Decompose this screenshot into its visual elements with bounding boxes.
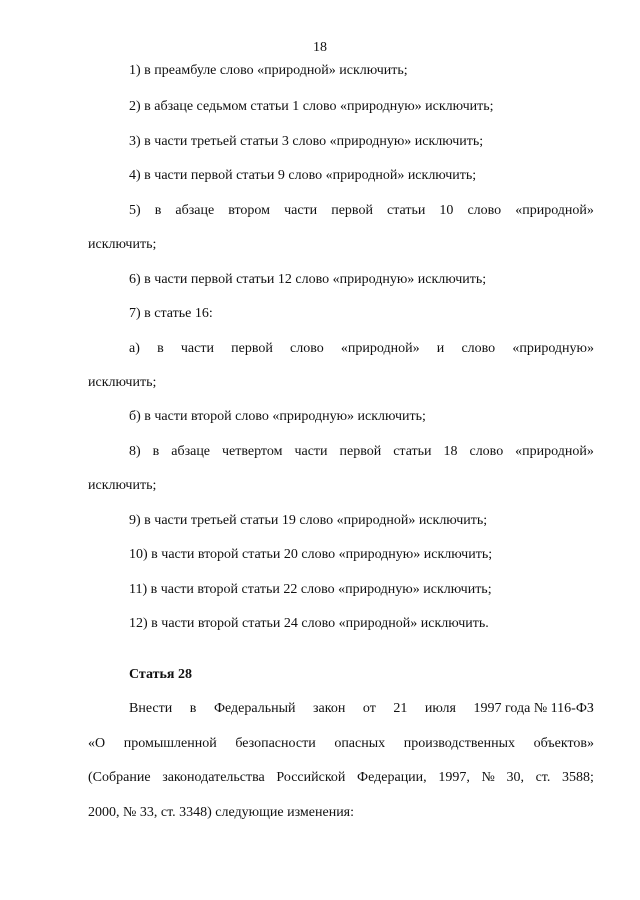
- article-line-3: [88, 769, 594, 787]
- word: «О: [88, 736, 106, 751]
- word: 1997,: [438, 770, 470, 785]
- word: четвертом: [222, 444, 283, 459]
- word: июля: [424, 701, 456, 716]
- word: первой: [231, 341, 273, 356]
- word: в: [189, 701, 197, 716]
- word: части: [284, 203, 318, 218]
- word: первой: [339, 444, 382, 459]
- word: абзаце: [171, 444, 211, 459]
- word: ст.: [535, 770, 551, 785]
- word: 21: [393, 701, 408, 716]
- word: 3588;: [562, 770, 594, 785]
- word: а): [129, 341, 140, 356]
- word: производственных: [403, 736, 515, 751]
- word: 18: [443, 444, 458, 459]
- article-line-1: [129, 700, 594, 718]
- word: «природной»: [515, 203, 594, 218]
- word: законодательства: [162, 770, 265, 785]
- word: (Собрание: [88, 770, 151, 785]
- list-item-11: 11) в части второй статьи 22 слово «природную» исключить;: [129, 582, 492, 597]
- word: части: [180, 341, 214, 356]
- word: безопасности: [235, 736, 316, 751]
- article-line-2: [88, 735, 594, 753]
- word: Российской: [276, 770, 346, 785]
- word: опасных: [334, 736, 386, 751]
- list-item-7a: [129, 340, 594, 358]
- word: 8): [129, 444, 141, 459]
- word: и: [436, 341, 445, 356]
- word: 30,: [506, 770, 524, 785]
- word: 1997 года № 116-ФЗ: [473, 701, 594, 716]
- word: слово: [461, 341, 496, 356]
- article-heading: Статья 28: [129, 667, 192, 682]
- list-item-4: 4) в части первой статьи 9 слово «природной» исключить;: [129, 168, 477, 183]
- word: 5): [129, 203, 141, 218]
- list-item-8-continuation: исключить;: [88, 478, 157, 493]
- list-item-6: 6) в части первой статьи 12 слово «природную» исключить;: [129, 272, 487, 287]
- word: статьи: [386, 203, 426, 218]
- word: в: [152, 444, 160, 459]
- list-item-10: 10) в части второй статьи 20 слово «природную» исключить;: [129, 547, 493, 562]
- word: «природную»: [512, 341, 594, 356]
- list-item-1: 1) в преамбуле слово «природной» исключить;: [129, 63, 408, 78]
- list-item-5-continuation: исключить;: [88, 237, 157, 252]
- word: закон: [313, 701, 346, 716]
- list-item-9: 9) в части третьей статьи 19 слово «природной» исключить;: [129, 513, 488, 528]
- list-item-8: [129, 443, 594, 461]
- word: №: [481, 770, 495, 785]
- word: слово: [290, 341, 324, 356]
- word: 10: [439, 203, 454, 218]
- word: «природной»: [340, 341, 420, 356]
- word: «природной»: [515, 444, 594, 459]
- word: Федерации,: [357, 770, 427, 785]
- word: объектов»: [533, 736, 594, 751]
- word: слово: [469, 444, 504, 459]
- word: в: [157, 341, 164, 356]
- word: части: [294, 444, 328, 459]
- word: статьи: [393, 444, 432, 459]
- word: Федеральный: [213, 701, 296, 716]
- word: слово: [467, 203, 502, 218]
- list-item-7b: б) в части второй слово «природную» исключить;: [129, 409, 426, 424]
- word: абзаце: [175, 203, 215, 218]
- word: первой: [331, 203, 373, 218]
- page-number: 18: [313, 40, 327, 55]
- list-item-5: [129, 202, 594, 220]
- article-line-4: 2000, № 33, ст. 3348) следующие изменения:: [88, 805, 355, 820]
- list-item-7: 7) в статье 16:: [129, 306, 213, 321]
- list-item-12: 12) в части второй статьи 24 слово «природной» исключить.: [129, 616, 489, 631]
- word: втором: [228, 203, 271, 218]
- word: в: [154, 203, 162, 218]
- list-item-2: 2) в абзаце седьмом статьи 1 слово «природную» исключить;: [129, 99, 494, 114]
- word: промышленной: [123, 736, 217, 751]
- word: Внести: [129, 701, 173, 716]
- list-item-7a-continuation: исключить;: [88, 375, 157, 390]
- word: от: [362, 701, 376, 716]
- list-item-3: 3) в части третьей статьи 3 слово «природную» исключить;: [129, 134, 484, 149]
